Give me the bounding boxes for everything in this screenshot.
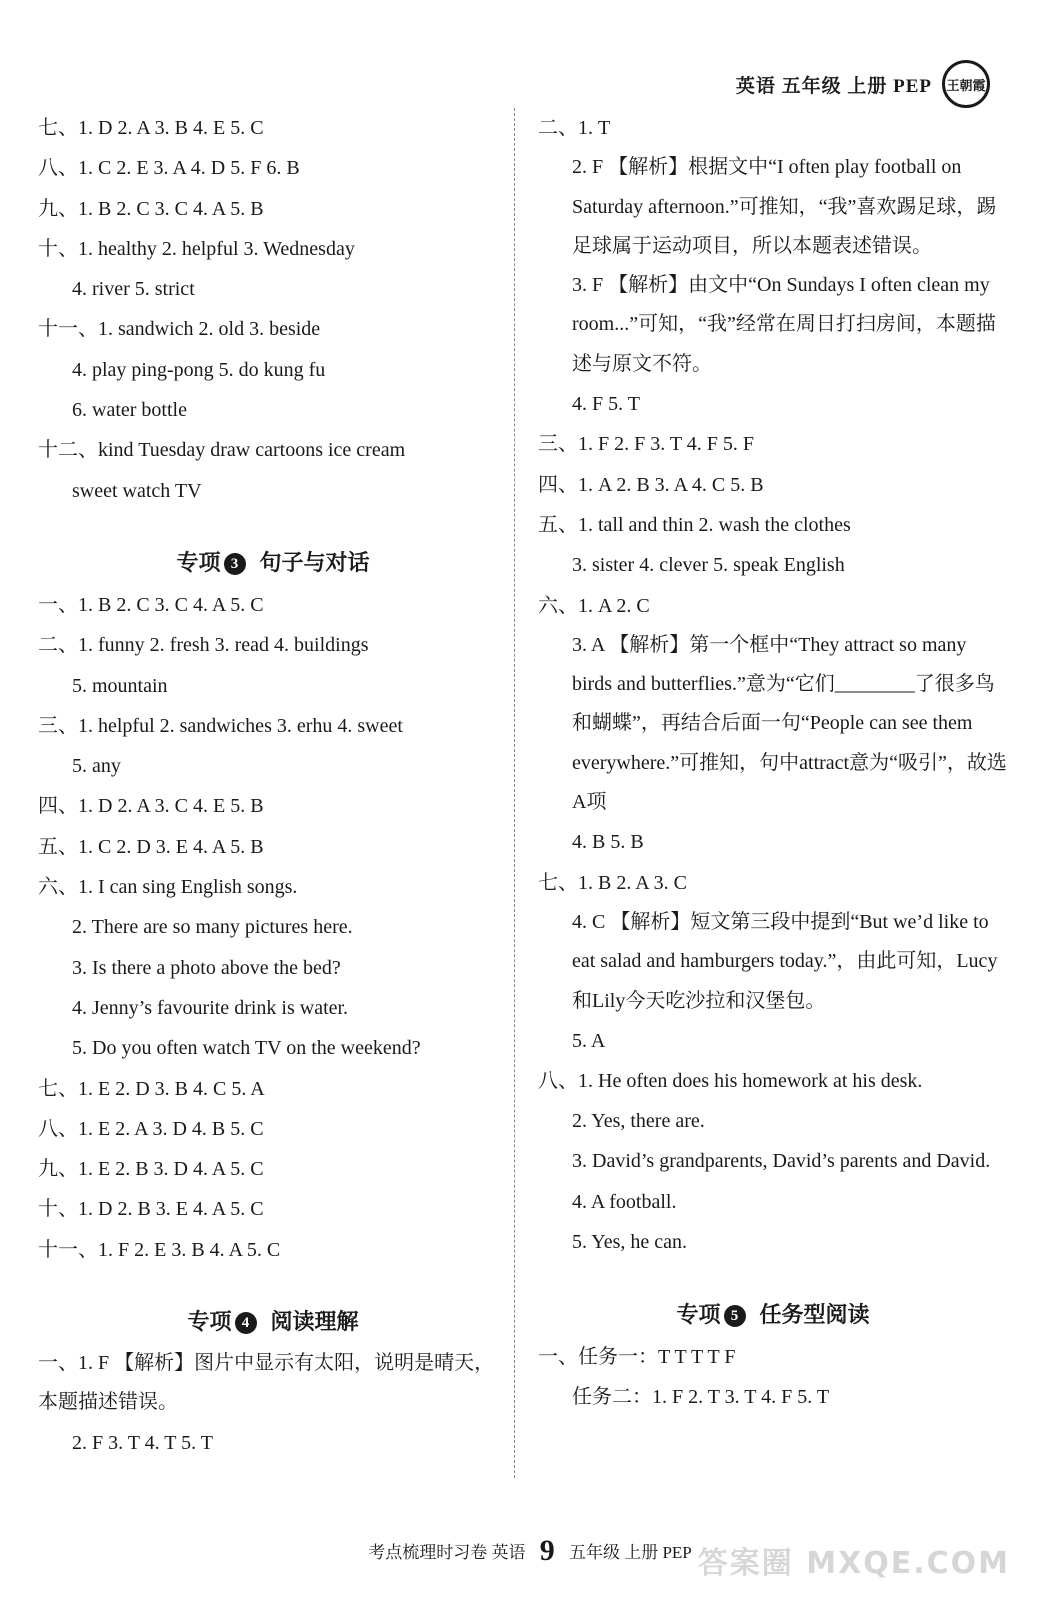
answers-group-f [538,1182,1008,1263]
answers-group-a [38,108,508,511]
answers-group-d [538,822,1008,903]
section-heading-4 [38,1302,508,1342]
answer-line: 4. Jenny’s favourite drink is water. [72,996,349,1019]
section-heading-5 [538,1295,1008,1335]
answer-line: 2. F 3. T 4. T 5. T [72,1431,213,1454]
answer-line: sweet watch TV [72,479,202,502]
heading-title: 任务型阅读 [759,1301,870,1327]
answer-line: 十一、1. F 2. E 3. B 4. A 5. C [38,1238,281,1261]
footer-book-title: 考点梳理时习卷 英语 [368,1543,526,1562]
heading-label: 专项 [187,1309,232,1335]
answer-line: 6. water bottle [72,399,187,422]
header-title: 英语 五年级 上册 PEP [735,75,932,97]
watermark-logo: 答案圈 MXQE.COM [697,1546,1010,1581]
answer-line: 5. any [72,755,121,778]
answer-line: 4. B 5. B [572,831,644,854]
answer-line: 任务二：1. F 2. T 3. T 4. F 5. T [572,1385,830,1408]
answer-line: 十二、kind Tuesday draw cartoons ice cream [38,439,406,462]
answers-group-b [38,585,508,1270]
answer-line: 4. F 5. T [572,393,640,416]
answer-line: 七、1. D 2. A 3. B 4. E 5. C [38,117,264,139]
heading-title: 阅读理解 [270,1309,359,1335]
answer-line: 五、1. tall and thin 2. wash the clothes [538,513,851,536]
answer-line: 2. Yes, there are. [572,1110,705,1133]
answer-line: 4. river 5. strict [72,278,195,301]
answer-paragraph: 3. David’s grandparents, David’s parents and David. [572,1149,991,1172]
answer-line: 七、1. B 2. A 3. C [538,871,687,894]
left-column [38,108,508,1463]
answer-line: 2. There are so many pictures here. [72,916,353,939]
brand-logo: 王朝霞 [942,60,990,108]
analysis-paragraph: 4. C 【解析】短文第三段中提到“But we’d like to eat salad and hamburgers today.”，由此可知，Lucy和Lily今天吃沙拉和汉堡包。 [572,910,998,1012]
answer-line: 3. Is there a photo above the bed? [72,956,341,979]
answer-line: 5. A [572,1029,606,1052]
answer-line: 5. Do you often watch TV on the weekend? [72,1037,421,1060]
analysis-paragraph: 2. F 【解析】根据文中“I often play football on Saturday afternoon.”可推知，“我”喜欢踢足球，踢足球属于运动项目，所以本题表述错误。 [572,156,997,257]
heading-label: 专项 [676,1301,721,1327]
answers-group-e [538,1021,1008,1142]
page-number: 9 [539,1534,555,1567]
answer-line: 5. mountain [72,674,168,697]
answer-line: 六、1. I can sing English songs. [38,876,298,899]
column-divider [514,108,515,1478]
answers-group-g [538,1337,1008,1418]
answer-line: 十、1. D 2. B 3. E 4. A 5. C [38,1198,264,1221]
analysis-paragraph: 一、1. F 【解析】图片中显示有太阳，说明是晴天，本题描述错误。 [38,1352,495,1414]
answer-line: 四、1. A 2. B 3. A 4. C 5. B [538,473,764,496]
answer-line: 八、1. E 2. A 3. D 4. B 5. C [38,1117,264,1140]
answer-line: 十一、1. sandwich 2. old 3. beside [38,318,321,341]
analysis-paragraph: 3. F 【解析】由文中“On Sundays I often clean my room...”可知，“我”经常在周日打扫房间，本题描述与原文不符。 [572,274,996,375]
answer-line: 九、1. E 2. B 3. D 4. A 5. C [38,1158,264,1181]
analysis-paragraph: 3. A 【解析】第一个框中“They attract so many birds and butterflies.”意为“它们________了很多鸟和蝴蝶”，再结合后面一句“People can see them everywhere.”可推知，句中attract意为“吸引”，故选A项 [572,633,1007,814]
answer-line: 七、1. E 2. D 3. B 4. C 5. A [38,1077,265,1100]
answer-line: 十、1. healthy 2. helpful 3. Wednesday [38,237,355,260]
page-header [736,60,990,108]
answer-line: 二、1. T [538,117,611,139]
answer-line: 八、1. C 2. E 3. A 4. D 5. F 6. B [38,157,300,180]
answer-line: 五、1. C 2. D 3. E 4. A 5. B [38,835,264,858]
answer-line: 三、1. F 2. F 3. T 4. F 5. F [538,433,754,456]
answer-line: 四、1. D 2. A 3. C 4. E 5. B [38,795,264,818]
heading-title: 句子与对话 [259,549,370,575]
answer-line: 4. play ping-pong 5. do kung fu [72,358,326,381]
heading-label: 专项 [176,549,221,575]
answer-line: 二、1. funny 2. fresh 3. read 4. buildings [38,634,369,657]
answer-line: 八、1. He often does his homework at his desk. [538,1070,923,1093]
footer-grade: 五年级 上册 PEP [568,1543,692,1562]
answer-line: 3. sister 4. clever 5. speak English [572,554,845,577]
answer-line: 三、1. helpful 2. sandwiches 3. erhu 4. sweet [38,714,403,737]
answer-line: 一、任务一：T T T T F [538,1345,736,1368]
section-heading-3 [38,543,508,583]
heading-number-badge: 4 [235,1312,257,1334]
heading-number-badge: 5 [724,1305,746,1327]
answer-line: 六、1. A 2. C [538,594,650,617]
right-column [538,108,1008,1417]
answers-group-c [538,384,1008,626]
answer-line: 一、1. B 2. C 3. C 4. A 5. C [38,593,264,616]
answer-line: 九、1. B 2. C 3. C 4. A 5. B [38,197,264,220]
answer-line: 5. Yes, he can. [572,1231,687,1254]
heading-number-badge: 3 [224,553,246,575]
answer-line: 4. A football. [572,1191,677,1214]
